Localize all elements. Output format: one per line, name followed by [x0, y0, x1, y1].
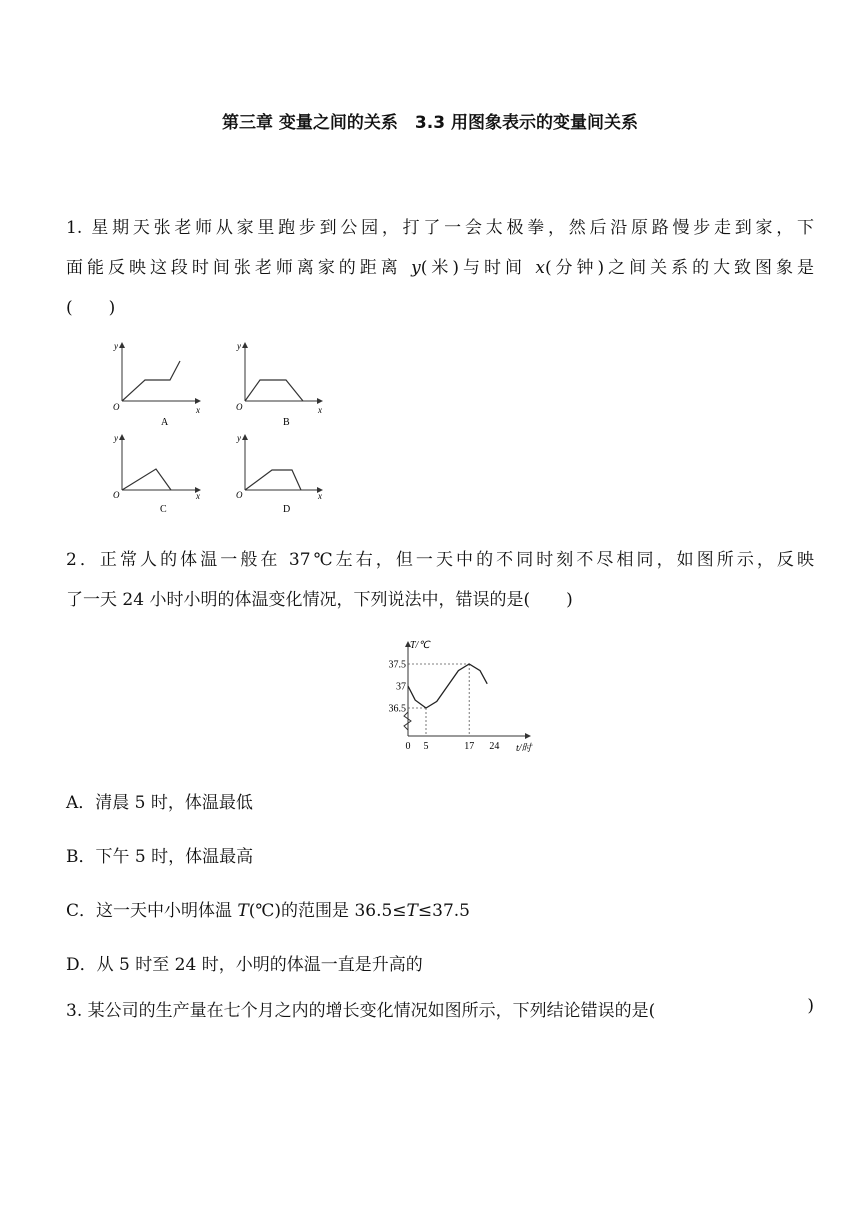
graph-d-o: O — [236, 490, 243, 500]
paren-close: ) — [807, 996, 814, 1016]
graph-b-x: x — [318, 405, 322, 415]
option-c-pre: C．这一天中小明体温 — [66, 901, 238, 921]
x-tick-label: 0 — [405, 741, 411, 752]
answer-blank — [66, 288, 814, 328]
question-1-line-2 — [66, 248, 814, 288]
question-2-line-1: 2．正常人的体温一般在 37℃左右，但一天中的不同时刻不尽相同，如图所示，反映 — [66, 550, 814, 570]
option-a: A．清晨 5 时，体温最低 — [66, 793, 253, 813]
x-tick-label: 24 — [489, 741, 500, 752]
page-title: 第三章 变量之间的关系 3.3 用图象表示的变量间关系 — [222, 113, 638, 133]
var-t: T — [237, 901, 249, 921]
graph-b — [236, 341, 322, 428]
graph-c — [113, 433, 200, 515]
question-1-line-1: 1. 星期天张老师从家里跑步到公园，打了一会太极拳，然后沿原路慢步走到家，下 — [66, 218, 814, 238]
x-tick-label: 17 — [464, 741, 475, 752]
question-1-text-b: (米)与时间 — [420, 258, 536, 278]
option-c-mid: (℃)的范围是 36.5≤ — [248, 901, 407, 921]
graph-a-label: A — [161, 417, 169, 428]
option-b: B．下午 5 时，体温最高 — [66, 847, 254, 867]
question-3-text: 3. 某公司的生产量在七个月之内的增长变化情况如图所示，下列结论错误的是( — [66, 1001, 656, 1021]
x-tick-label: 5 — [423, 741, 429, 752]
question-1 — [66, 208, 814, 328]
graph-d-label: D — [283, 504, 291, 515]
option-c — [66, 896, 470, 921]
var-x: x — [535, 258, 545, 278]
paren-open: ( — [66, 298, 73, 318]
graph-b-label: B — [283, 417, 290, 428]
temperature-series-line — [408, 664, 487, 708]
var-t-2: T — [406, 901, 418, 921]
graph-d-y: y — [237, 433, 241, 443]
graph-b-o: O — [236, 402, 243, 412]
graph-c-y: y — [114, 433, 118, 443]
option-d: D．从 5 时至 24 时，小明的体温一直是升高的 — [66, 955, 423, 975]
y-tick-label: 37.5 — [388, 659, 406, 671]
q1-graphs — [100, 335, 340, 520]
temperature-chart — [380, 636, 540, 760]
graph-d-x: x — [318, 491, 322, 501]
paren-close: ) — [108, 298, 116, 318]
x-axis-label: t/时 — [516, 743, 532, 754]
question-1-text-a: 面能反映这段时间张老师离家的距离 — [66, 258, 412, 278]
graph-c-label: C — [160, 504, 167, 515]
graph-a-x: x — [196, 405, 200, 415]
y-tick-label: 37 — [396, 681, 406, 693]
graph-a-y: y — [114, 341, 118, 351]
question-2 — [66, 540, 814, 620]
graph-c-o: O — [113, 490, 120, 500]
question-2-text: 了一天 24 小时小明的体温变化情况，下列说法中，错误的是( — [66, 590, 531, 610]
question-1-text-c: (分钟)之间关系的大致图象是 — [544, 258, 815, 278]
var-y: y — [411, 258, 421, 278]
graph-b-y: y — [237, 341, 241, 351]
y-axis-label: T/℃ — [410, 640, 430, 651]
option-c-post: ≤37.5 — [417, 901, 470, 921]
y-tick-label: 36.5 — [388, 703, 406, 715]
question-3 — [66, 996, 814, 1021]
graph-a — [113, 341, 200, 428]
paren-close: ) — [566, 590, 573, 610]
graph-d — [236, 433, 322, 515]
question-2-line-2 — [66, 580, 814, 620]
graph-a-o: O — [113, 402, 120, 412]
graph-c-x: x — [196, 491, 200, 501]
